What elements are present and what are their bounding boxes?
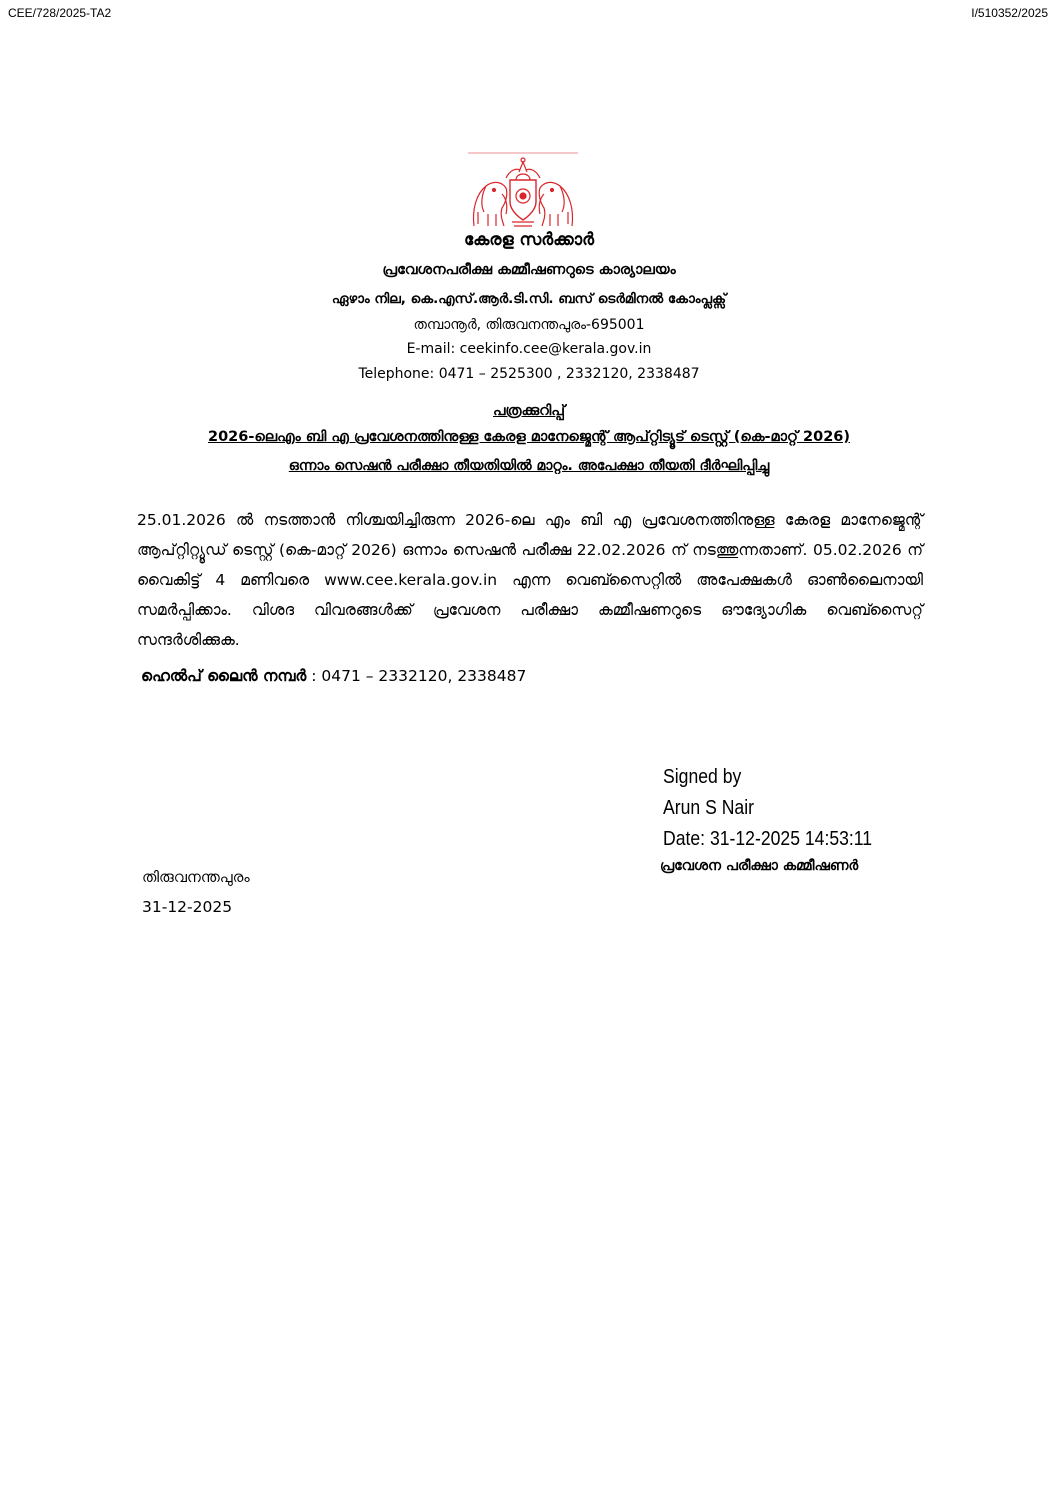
- issue-date: 31-12-2025: [142, 898, 233, 916]
- inward-reference: I/510352/2025: [971, 6, 1048, 20]
- subject-line-1: 2026-ലെഎം ബി എ പ്രവേശനത്തിനുള്ള കേരള മാനേജ്മെന്റ് ആപ്റ്റിട്യൂട് ടെസ്റ്റ് (കെ-മാറ്റ് 2026): [208, 429, 850, 445]
- address-line-2: തമ്പാനൂർ, തിരുവനന്തപുരം-695001: [413, 317, 645, 333]
- government-name: കേരള സർക്കാർ: [463, 230, 595, 250]
- kerala-emblem-icon: [466, 150, 580, 230]
- address-line-1: ഏഴാം നില, കെ.എസ്.ആർ.ടി.സി. ബസ് ടെർമിനൽ കോംപ്ലക്സ്: [331, 291, 727, 307]
- signature-date: Date: 31-12-2025 14:53:11: [663, 828, 873, 850]
- file-reference: CEE/728/2025-TA2: [8, 6, 112, 20]
- signed-by-label: Signed by: [663, 766, 742, 788]
- telephone-line: Telephone: 0471 – 2525300 , 2332120, 2338487: [358, 366, 700, 382]
- email-line: E-mail: ceekinfo.cee@kerala.gov.in: [406, 341, 652, 357]
- issue-place: തിരുവനന്തപുരം: [142, 868, 250, 886]
- helpline-label: ഹെൽപ് ലൈൻ നമ്പർ: [141, 667, 307, 685]
- helpline-numbers: : 0471 – 2332120, 2338487: [311, 667, 527, 685]
- notice-body: 25.01.2026 ൽ നടത്താൻ നിശ്ചയിച്ചിരുന്ന 2026-ലെ എം ബി എ പ്രവേശനത്തിനുള്ള കേരള മാനേജ്മെന്റ് ആപ്റ്റിറ്റ്യൂഡ് ടെസ്റ്റ് (കെ-മാറ്റ് 2026) ഒന്നാം സെഷൻ പരീക്ഷ 22.02.2026 ന് നടത്തുന്നതാണ്. 05.02.2026 ന് വൈകിട്ട് 4 മണിവരെ www.cee.kerala.gov.in എന്ന വെബ്സൈറ്റിൽ അപേക്ഷകൾ ഓൺലൈനായി സമർപ്പിക്കാം. വിശദ വിവരങ്ങൾക്ക് പ്രവേശന പരീക്ഷാ കമ്മീഷണറുടെ ഔദ്യോഗിക വെബ്സൈറ്റ് സന്ദർശിക്കുക.: [137, 511, 923, 649]
- signer-name: Arun S Nair: [663, 797, 754, 819]
- office-name: പ്രവേശനപരീക്ഷ കമ്മീഷണറുടെ കാര്യാലയം: [382, 262, 676, 278]
- press-release-heading: പത്രക്കുറിപ്പ്: [492, 403, 566, 419]
- digital-signature: [663, 762, 872, 855]
- subject-line-2: ഒന്നാം സെഷൻ പരീക്ഷാ തീയതിയിൽ മാറ്റം. അപേക്ഷാ തീയതി ദീർഘിപ്പിച്ചു: [288, 458, 770, 474]
- helpline: [141, 667, 526, 686]
- signer-designation: പ്രവേശന പരീക്ഷാ കമ്മീഷണർ: [660, 858, 859, 874]
